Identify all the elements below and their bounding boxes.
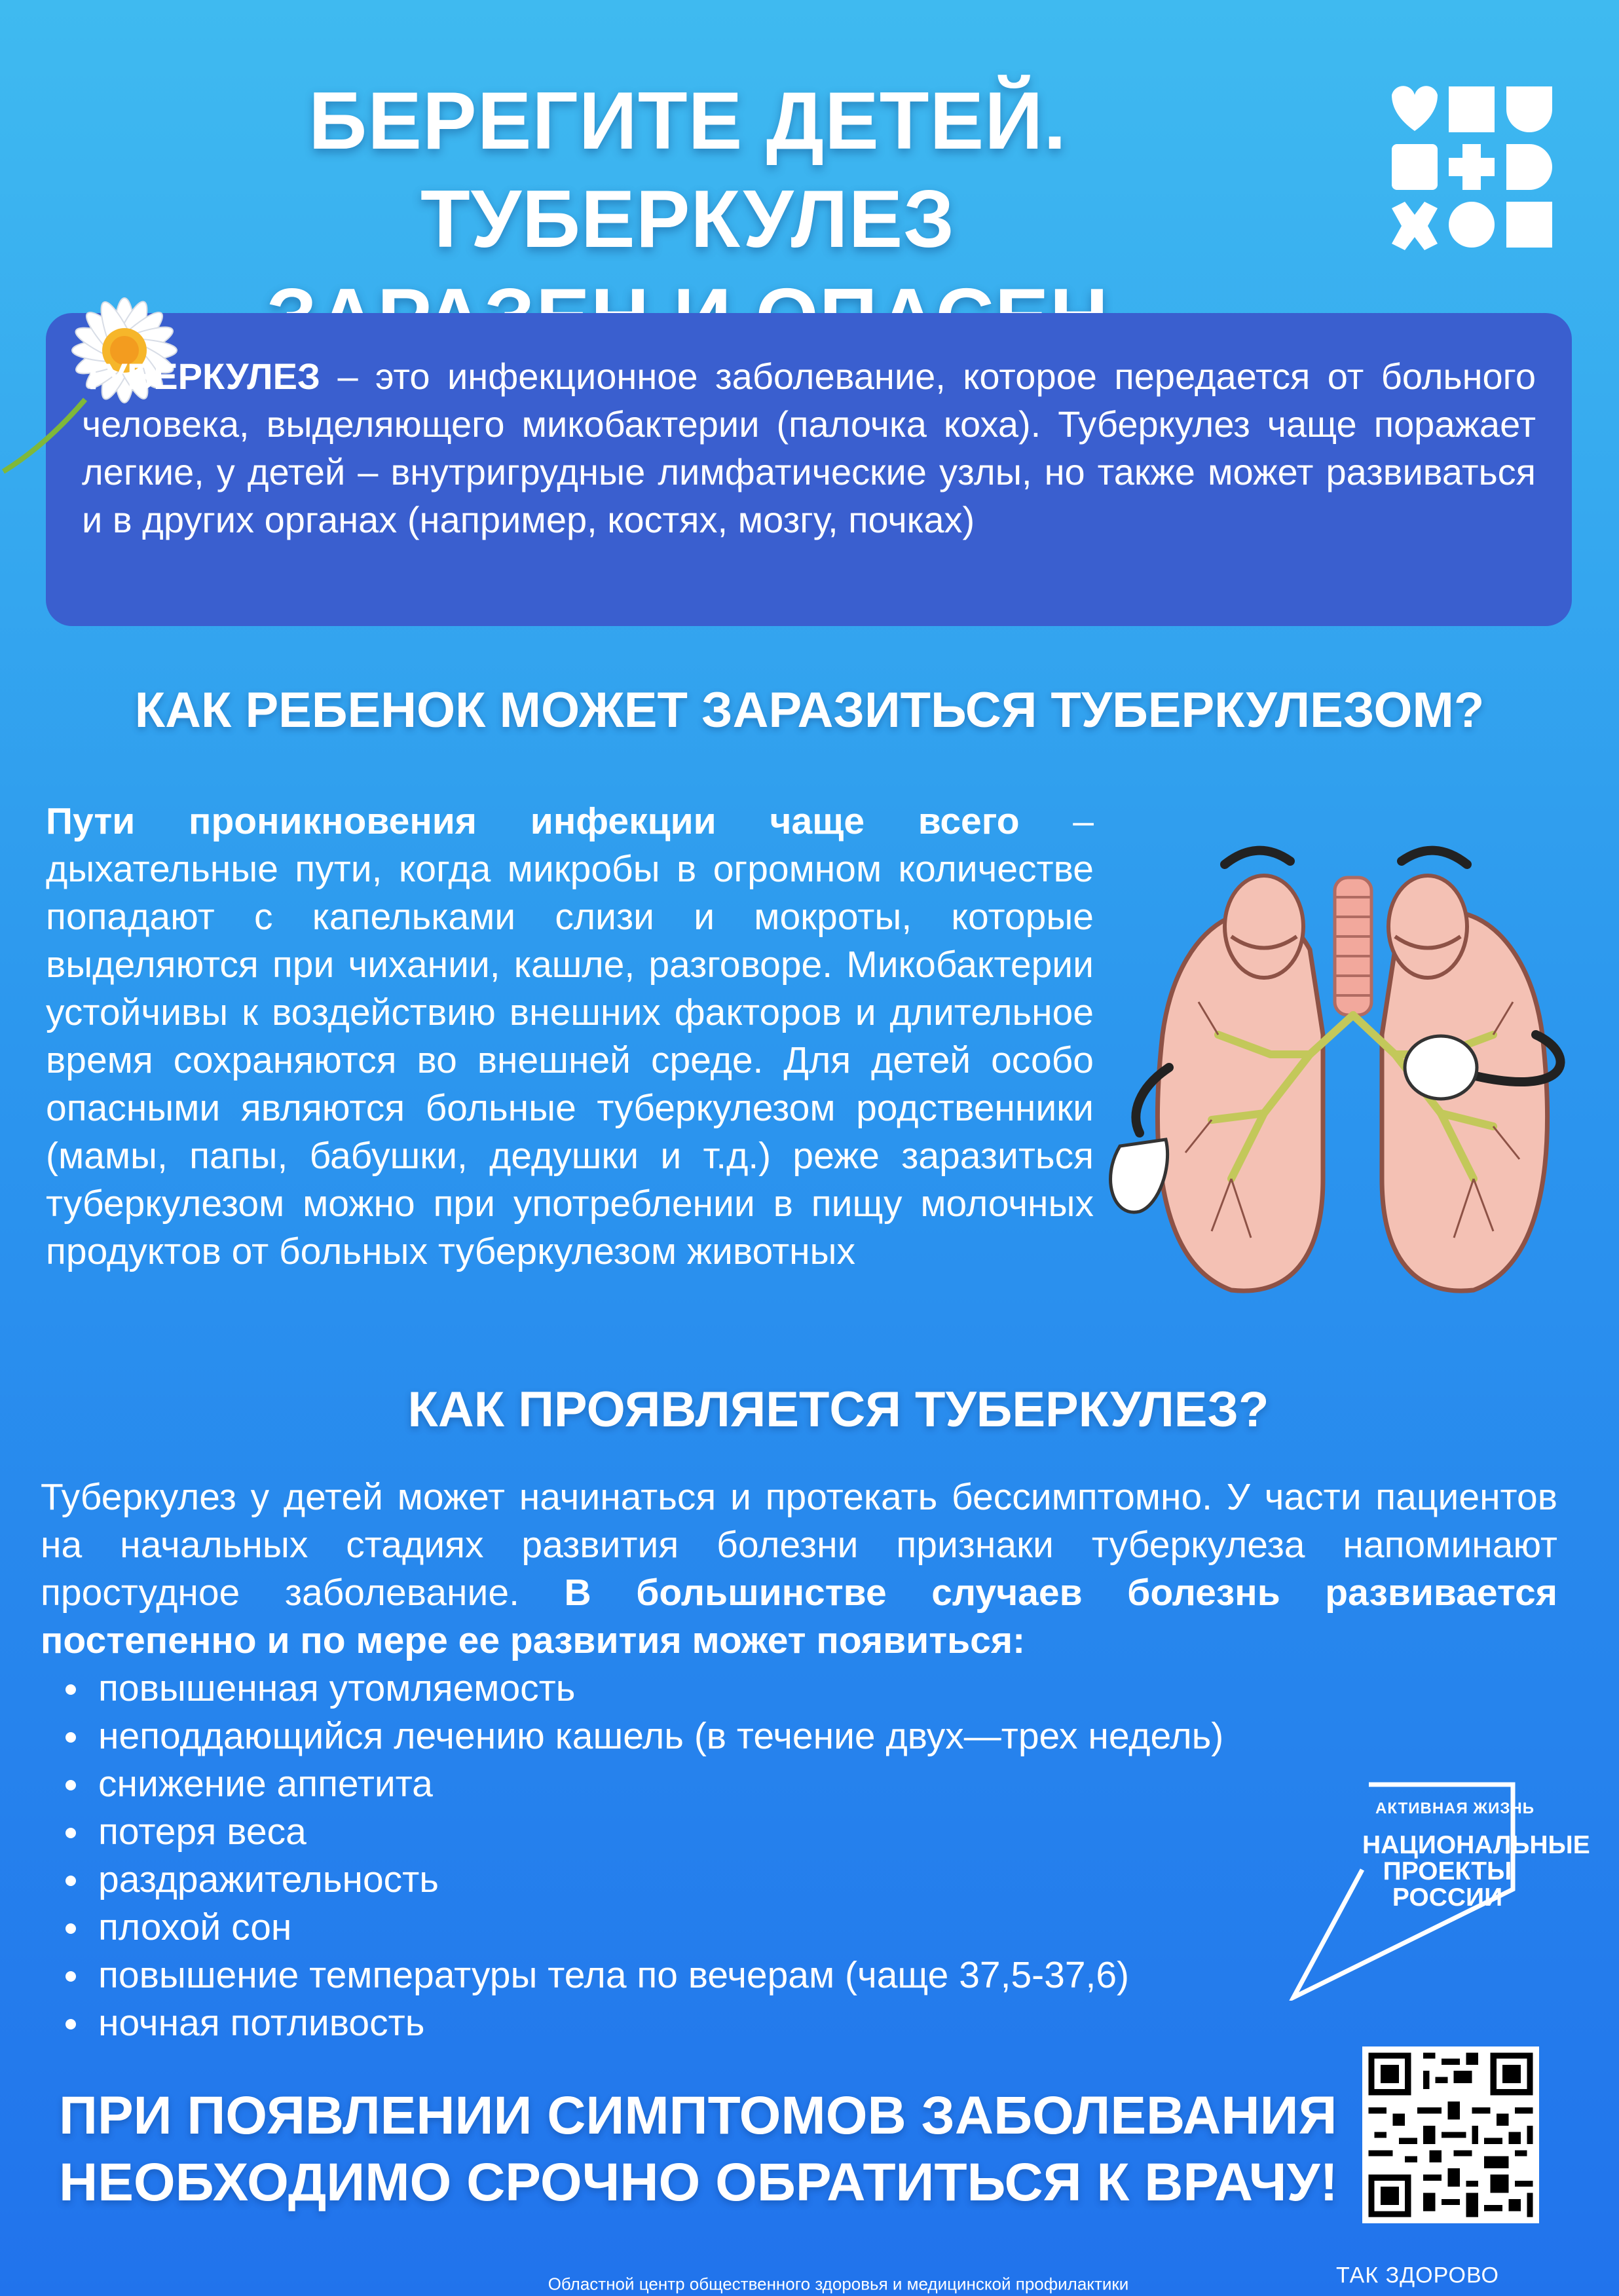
qr-label: ТАК ЗДОРОВО bbox=[1336, 2263, 1499, 2288]
list-item: снижение аппетита bbox=[65, 1760, 1223, 1808]
cta-line-2: НЕОБХОДИМО СРОЧНО ОБРАТИТЬСЯ К ВРАЧУ! bbox=[59, 2153, 1338, 2212]
list-item: потеря веса bbox=[65, 1808, 1223, 1856]
section1-text: – дыхательные пути, когда микробы в огромном количестве попадают с капельками слизи и мокроты, которые выделяются при чихании, кашле, разговоре. Микобактерии устойчивы к воздействию внешних факторов и длительное время сохраняются во внешней среде. Для детей особо опасными являются больные туберкулезом родственники (мамы, папы, бабушки, дедушки и т.д.) реже заразиться туберкулезом можно при употреблении в пищу молочных продуктов от больных туберкулезом животных bbox=[46, 800, 1094, 1272]
list-item: неподдающийся лечению кашель (в течение двух—трех недель) bbox=[65, 1713, 1223, 1760]
title-line-1: БЕРЕГИТЕ ДЕТЕЙ. ТУБЕРКУЛЕЗ bbox=[308, 76, 1067, 265]
logo-mosaic-icon bbox=[1385, 79, 1562, 255]
footer-text: Областной центр общественного здоровья и медицинской профилактики bbox=[548, 2274, 1129, 2294]
list-item: ночная потливость bbox=[65, 1999, 1223, 2047]
section1-heading: КАК РЕБЕНОК МОЖЕТ ЗАРАЗИТЬСЯ ТУБЕРКУЛЕЗОМ? bbox=[134, 682, 1485, 738]
qr-code-icon[interactable] bbox=[1362, 2046, 1539, 2223]
section2-paragraph bbox=[41, 1473, 1557, 1665]
lungs-icon bbox=[1100, 838, 1605, 1310]
call-to-action bbox=[59, 2083, 1343, 2216]
badge-line-3: РОССИИ bbox=[1392, 1883, 1503, 1912]
intro-text: – это инфекционное заболевание, которое передается от больного человека, выделяющего микобактерии (палочка коха). Туберкулез чаще поражает легкие, у детей – внутригрудные лимфатические узлы, но также может развиваться и в других органах (например, костях, мозгу, почках) bbox=[82, 356, 1536, 540]
badge-line-2: ПРОЕКТЫ bbox=[1383, 1857, 1512, 1885]
badge-main-text bbox=[1362, 1831, 1590, 1912]
intro-term: ТУБЕРКУЛЕЗ bbox=[82, 356, 320, 397]
section2-bold-text: В большинстве случаев болезнь развивается постепенно и по мере ее развития может появиться: bbox=[41, 1572, 1557, 1661]
section1-paragraph bbox=[46, 798, 1094, 1276]
section2-heading: КАК ПРОЯВЛЯЕТСЯ ТУБЕРКУЛЕЗ? bbox=[407, 1382, 1269, 1437]
list-item: плохой сон bbox=[65, 1904, 1223, 1952]
list-item: раздражительность bbox=[65, 1856, 1223, 1904]
cta-line-1: ПРИ ПОЯВЛЕНИИ СИМПТОМОВ ЗАБОЛЕВАНИЯ bbox=[59, 2086, 1337, 2145]
section2-text: Туберкулез у детей может начинаться и протекать бессимптомно. У части пациентов на начальных стадиях развития болезни признаки туберкулеза напоминают простудное заболевание. bbox=[41, 1476, 1557, 1614]
badge-top-text: АКТИВНАЯ ЖИЗНЬ bbox=[1375, 1800, 1535, 1817]
list-item: повышение температуры тела по вечерам (чаще 37,5-37,6) bbox=[65, 1952, 1223, 1999]
section1-bold-lead: Пути проникновения инфекции чаще всего bbox=[46, 800, 1020, 842]
intro-paragraph bbox=[82, 352, 1536, 544]
badge-line-1: НАЦИОНАЛЬНЫЕ bbox=[1362, 1831, 1590, 1859]
symptoms-list bbox=[65, 1665, 1223, 2047]
list-item: повышенная утомляемость bbox=[65, 1665, 1223, 1713]
